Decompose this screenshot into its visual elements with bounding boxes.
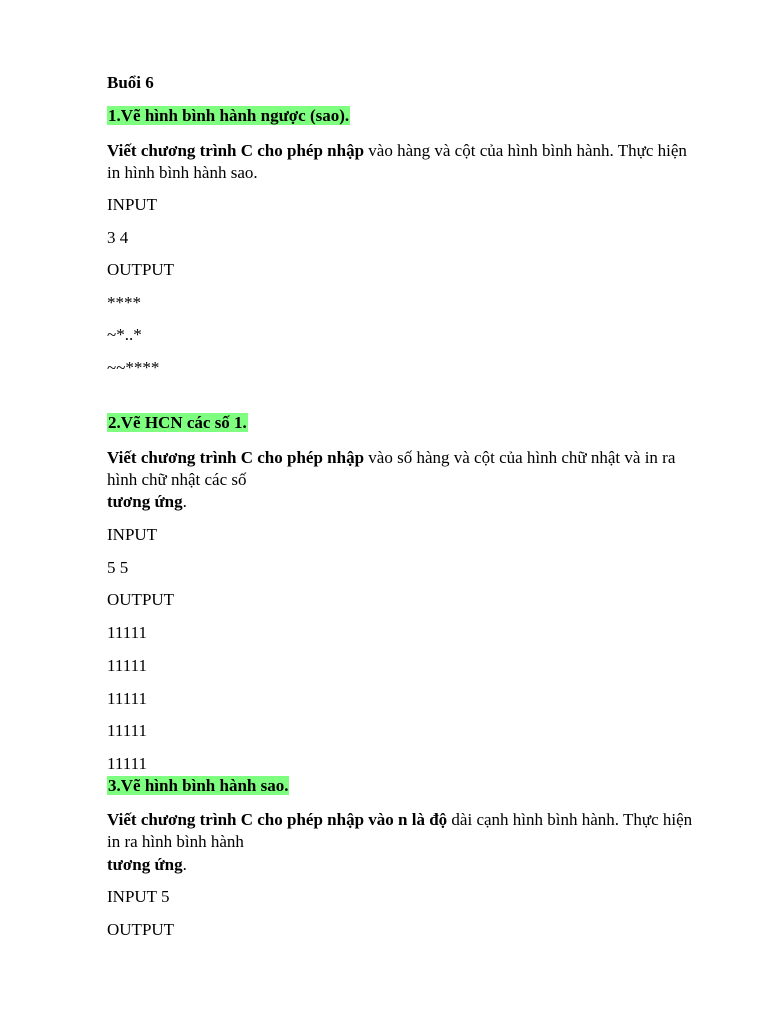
section-2-desc-line-3-bold: tương ứng bbox=[107, 492, 183, 511]
section-2-output-line-4: 11111 bbox=[107, 721, 147, 740]
section-2-desc-line-3 bbox=[107, 491, 187, 513]
section-1-output-line-1: **** bbox=[107, 293, 141, 312]
section-3-desc-bold: Viết chương trình C cho phép nhập vào n là độ bbox=[107, 810, 448, 829]
section-1-input-value: 3 4 bbox=[107, 228, 129, 247]
section-1-desc-rest: vào hàng và cột của hình bình hành. Thực hiện bbox=[364, 141, 687, 160]
section-3-desc-line-3 bbox=[107, 854, 187, 876]
section-1-output-line-2: ~*..* bbox=[107, 325, 142, 344]
section-2-desc-line-3-rest: . bbox=[182, 492, 187, 511]
section-2-output-line-3: 11111 bbox=[107, 689, 147, 708]
section-3-desc-rest: dài cạnh hình bình hành. Thực hiện bbox=[447, 810, 693, 829]
section-2-heading: 2.Vẽ HCN các số 1. bbox=[108, 413, 247, 432]
section-3-desc-line-3-bold: tương ứng bbox=[107, 855, 183, 874]
section-2-desc-rest: vào số hàng và cột của hình chữ nhật và in ra bbox=[364, 448, 676, 467]
section-2-output-line-1: 11111 bbox=[107, 623, 147, 642]
section-1-desc-line-1 bbox=[107, 140, 687, 162]
section-1-output-label: OUTPUT bbox=[107, 260, 175, 279]
section-2-desc-line-2: hình chữ nhật các số bbox=[107, 470, 247, 489]
section-1-desc-bold: Viết chương trình C cho phép nhập bbox=[107, 141, 365, 160]
section-3-desc-line-2: in ra hình bình hành bbox=[107, 832, 244, 851]
section-1-input-label: INPUT bbox=[107, 195, 158, 214]
section-3-input-label: INPUT 5 bbox=[107, 887, 170, 906]
section-3-output-label: OUTPUT bbox=[107, 920, 175, 939]
section-3-heading-row bbox=[107, 775, 289, 797]
section-2-output-line-2: 11111 bbox=[107, 656, 147, 675]
section-2-output-line-5: 11111 bbox=[107, 754, 147, 773]
document-title: Buổi 6 bbox=[107, 73, 154, 92]
section-2-input-value: 5 5 bbox=[107, 558, 129, 577]
section-1-output-line-3: ~~**** bbox=[107, 358, 160, 377]
section-1-heading-row bbox=[107, 105, 350, 127]
section-2-input-label: INPUT bbox=[107, 525, 158, 544]
section-2-output-label: OUTPUT bbox=[107, 590, 175, 609]
section-2-heading-row bbox=[107, 412, 248, 434]
section-2-desc-bold: Viết chương trình C cho phép nhập bbox=[107, 448, 365, 467]
section-1-heading: 1.Vẽ hình bình hành ngược (sao). bbox=[108, 106, 350, 125]
section-3-desc-line-3-rest: . bbox=[182, 855, 187, 874]
section-3-desc-line-1 bbox=[107, 809, 692, 831]
section-3-heading: 3.Vẽ hình bình hành sao. bbox=[108, 776, 289, 795]
section-2-desc-line-1 bbox=[107, 447, 675, 469]
section-1-desc-line-2: in hình bình hành sao. bbox=[107, 163, 258, 182]
